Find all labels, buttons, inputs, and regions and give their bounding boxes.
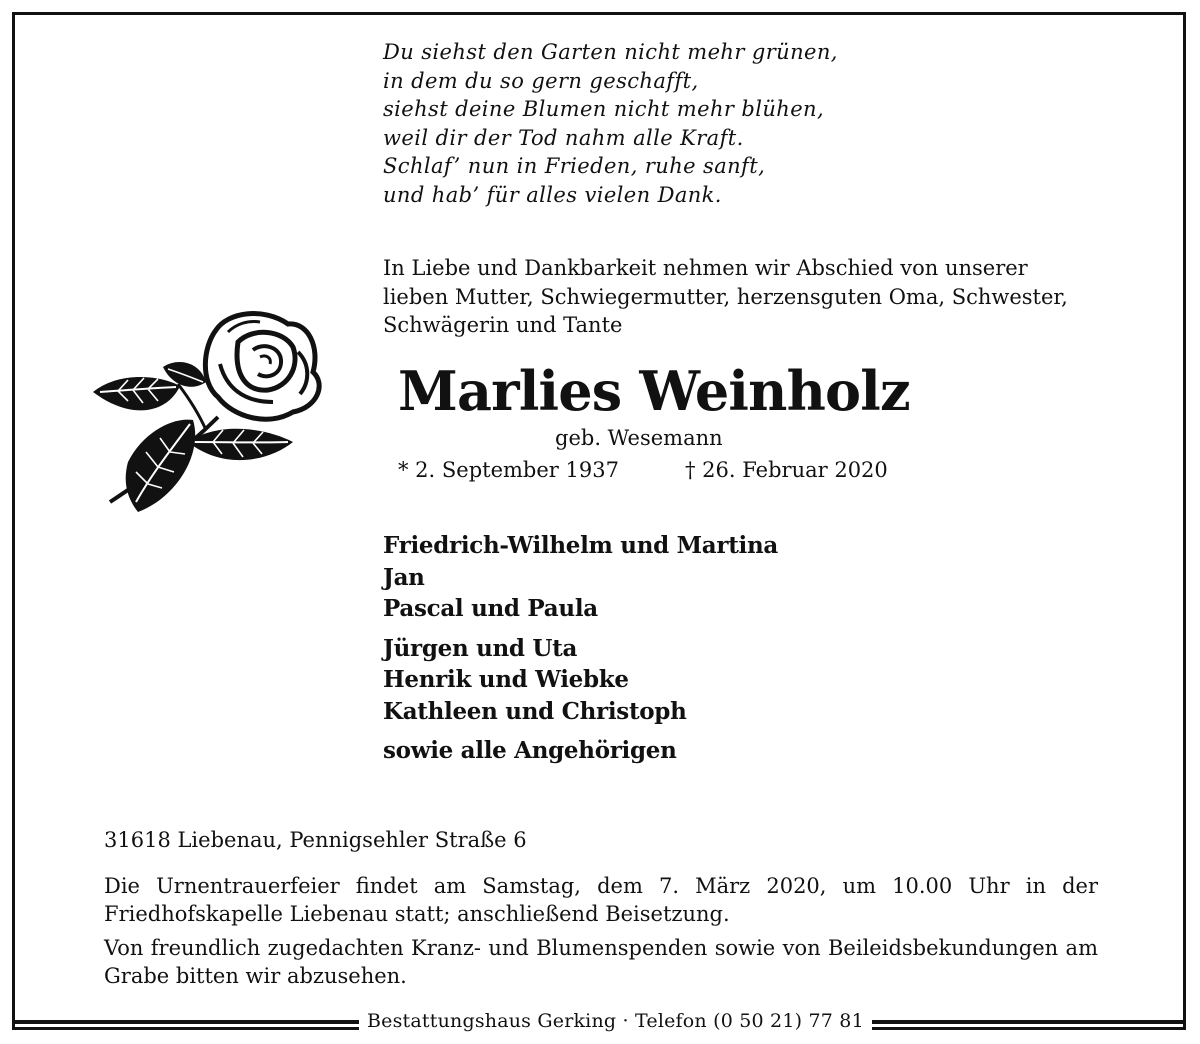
funeral-home-contact: Bestattungshaus Gerking · Telefon (0 50 21) 77 81 [359,1008,872,1034]
mourner-line: Jürgen und Uta [383,634,578,662]
mourners-list [383,530,778,767]
intro-line: In Liebe und Dankbarkeit nehmen wir Abschied von unserer [383,256,1028,280]
farewell-intro [383,254,1098,340]
mourner-line: Jan [383,563,425,591]
ceremony-notice: Die Urnentrauerfeier findet am Samstag, dem 7. März 2020, um 10.00 Uhr in der Friedhofskapelle Liebenau statt; anschließend Beisetzung. [104,874,1098,926]
family-address: 31618 Liebenau, Pennigsehler Straße 6 [104,828,527,852]
mourner-line: Henrik und Wiebke [383,666,629,693]
poem-line: siehst deine Blumen nicht mehr blühen, [383,97,825,121]
mourner-line: Friedrich-Wilhelm und Martina [383,532,779,559]
intro-line: lieben Mutter, Schwiegermutter, herzensguten Oma, Schwester, [383,284,1068,309]
poem-line: weil dir der Tod nahm alle Kraft. [383,125,744,150]
birth-date: * 2. September 1937 [398,458,619,482]
deceased-name: Marlies Weinholz [398,359,910,423]
mourner-line: Kathleen und Christoph [383,697,687,725]
poem [383,38,943,209]
intro-line: Schwägerin und Tante [383,313,623,337]
maiden-name: geb. Wesemann [555,426,723,450]
mourner-group [383,633,778,728]
poem-line: in dem du so gern geschafft, [383,68,699,93]
poem-line: und hab’ für alles vielen Dank. [383,182,722,207]
mourner-line: Pascal und Paula [383,595,598,622]
donation-notice: Von freundlich zugedachten Kranz- und Blumenspenden sowie von Beileidsbekundungen am Grabe bitten wir abzusehen. [104,936,1098,988]
death-date: † 26. Februar 2020 [685,458,888,482]
poem-line: Du siehst den Garten nicht mehr grünen, [383,40,838,64]
mourner-group [383,530,778,625]
footer [15,1010,1183,1040]
mourner-closing: sowie alle Angehörigen [383,737,677,764]
rose-icon [88,302,338,522]
poem-line: Schlaf’ nun in Frieden, ruhe sanft, [383,154,766,178]
